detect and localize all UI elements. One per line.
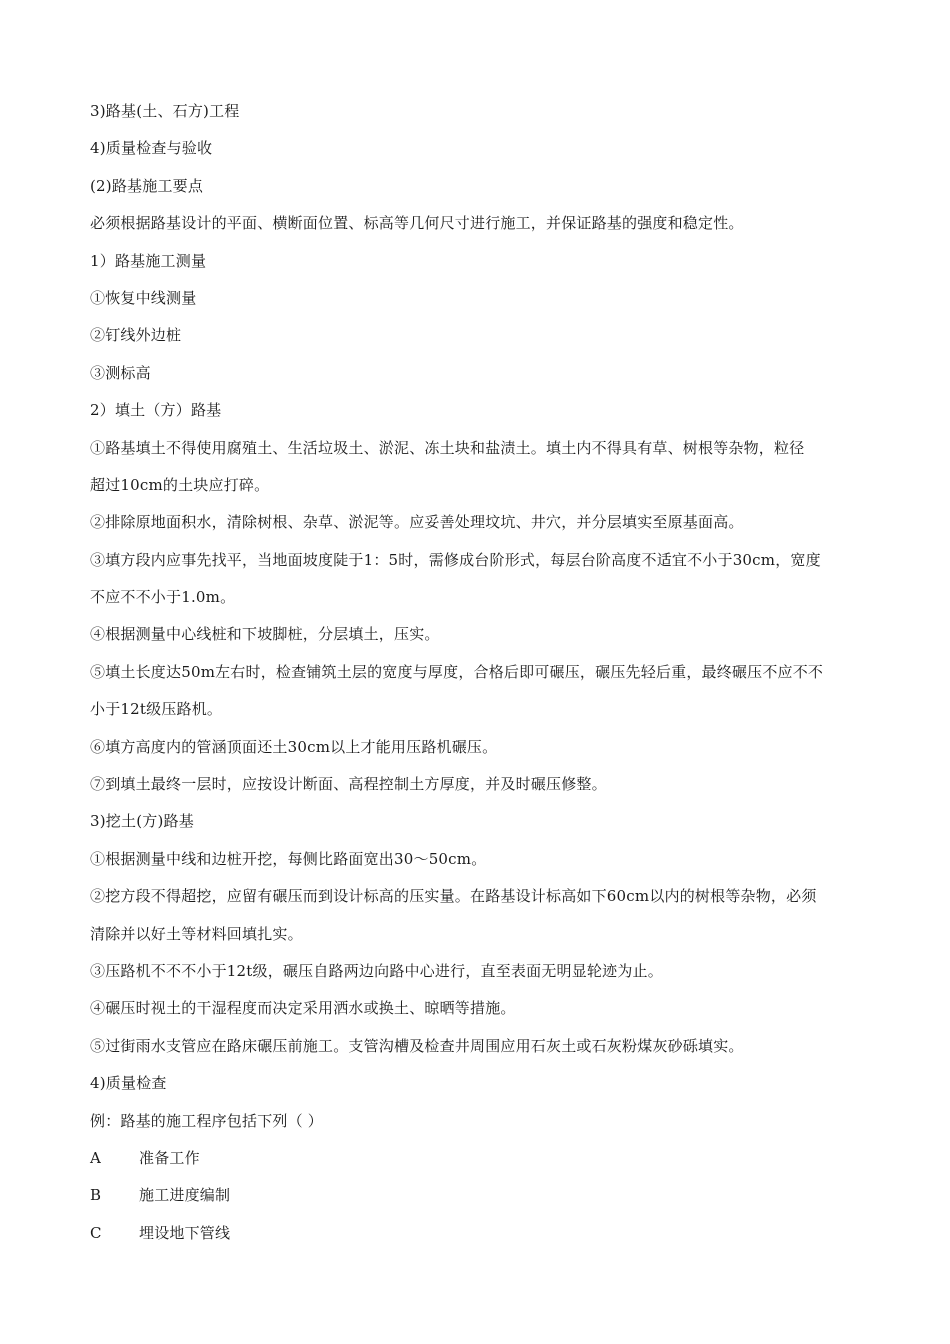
- text-line: 不应不不小于1.0m。: [90, 588, 236, 607]
- option-text: 埋设地下管线: [139, 1223, 231, 1242]
- option-text: 施工进度编制: [139, 1186, 231, 1205]
- text-line: ③填方段内应事先找平，当地面坡度陡于1：5时，需修成台阶形式，每层台阶高度不适宜不小于30cm，宽度: [90, 550, 821, 569]
- text-line: ①根据测量中线和边桩开挖，每侧比路面宽出30～50cm。: [90, 849, 487, 868]
- text-line: ①恢复中线测量: [90, 288, 197, 307]
- text-line: ④根据测量中心线桩和下坡脚桩，分层填土，压实。: [90, 625, 440, 644]
- option-a: [90, 1145, 880, 1182]
- text-line: ⑥填方高度内的管涵顶面还土30cm以上才能用压路机碾压。: [90, 737, 498, 756]
- text-line: 4)质量检查与验收: [90, 139, 213, 158]
- text-line: ⑤填土长度达50m左右时，检查铺筑土层的宽度与厚度，合格后即可碾压，碾压先轻后重，最终碾压不应不不: [90, 662, 824, 681]
- text-line: 3)路基(土、石方)工程: [90, 102, 240, 120]
- option-letter: B: [90, 1186, 102, 1205]
- option-c: [90, 1220, 880, 1257]
- option-text: 准备工作: [139, 1148, 200, 1167]
- text-line: 清除并以好土等材料回填扎实。: [90, 924, 303, 943]
- text-line: 小于12t级压路机。: [90, 700, 223, 719]
- text-line: ④碾压时视土的干湿程度而决定采用洒水或换土、晾晒等措施。: [90, 999, 516, 1018]
- option-letter: A: [90, 1148, 102, 1167]
- text-line: ②挖方段不得超挖，应留有碾压而到设计标高的压实量。在路基设计标高如下60cm以内的树根等杂物，必须: [90, 887, 817, 906]
- text-line: ⑤过街雨水支管应在路床碾压前施工。支管沟槽及检查井周围应用石灰土或石灰粉煤灰砂砾填实。: [90, 1036, 744, 1055]
- text-line: 超过10cm的土块应打碎。: [90, 475, 270, 494]
- option-letter: C: [90, 1223, 102, 1242]
- text-line: ③压路机不不不小于12t级，碾压自路两边向路中心进行，直至表面无明显轮迹为止。: [90, 961, 663, 980]
- document-page: [90, 98, 880, 1257]
- text-line: 4)质量检查: [90, 1074, 167, 1093]
- option-b: [90, 1182, 880, 1219]
- text-line: ⑦到填土最终一层时，应按设计断面、高程控制土方厚度，并及时碾压修整。: [90, 775, 607, 794]
- text-line: (2)路基施工要点: [90, 176, 204, 195]
- text-line: ①路基填土不得使用腐殖土、生活垃圾土、淤泥、冻土块和盐渍土。填土内不得具有草、树根等杂物，粒径: [90, 438, 805, 457]
- text-line: 必须根据路基设计的平面、横断面位置、标高等几何尺寸进行施工，并保证路基的强度和稳定性。: [90, 214, 744, 233]
- text-line: 3)挖土(方)路基: [90, 812, 194, 831]
- text-line: 1）路基施工测量: [90, 251, 207, 270]
- text-line: 2）填土（方）路基: [90, 401, 222, 420]
- text-line: ②钉线外边桩: [90, 326, 182, 345]
- question-text: 例：路基的施工程序包括下列（ ）: [90, 1111, 323, 1130]
- text-line: ③测标高: [90, 363, 151, 382]
- text-line: ②排除原地面积水，清除树根、杂草、淤泥等。应妥善处理坟坑、井穴，并分层填实至原基面高。: [90, 513, 744, 532]
